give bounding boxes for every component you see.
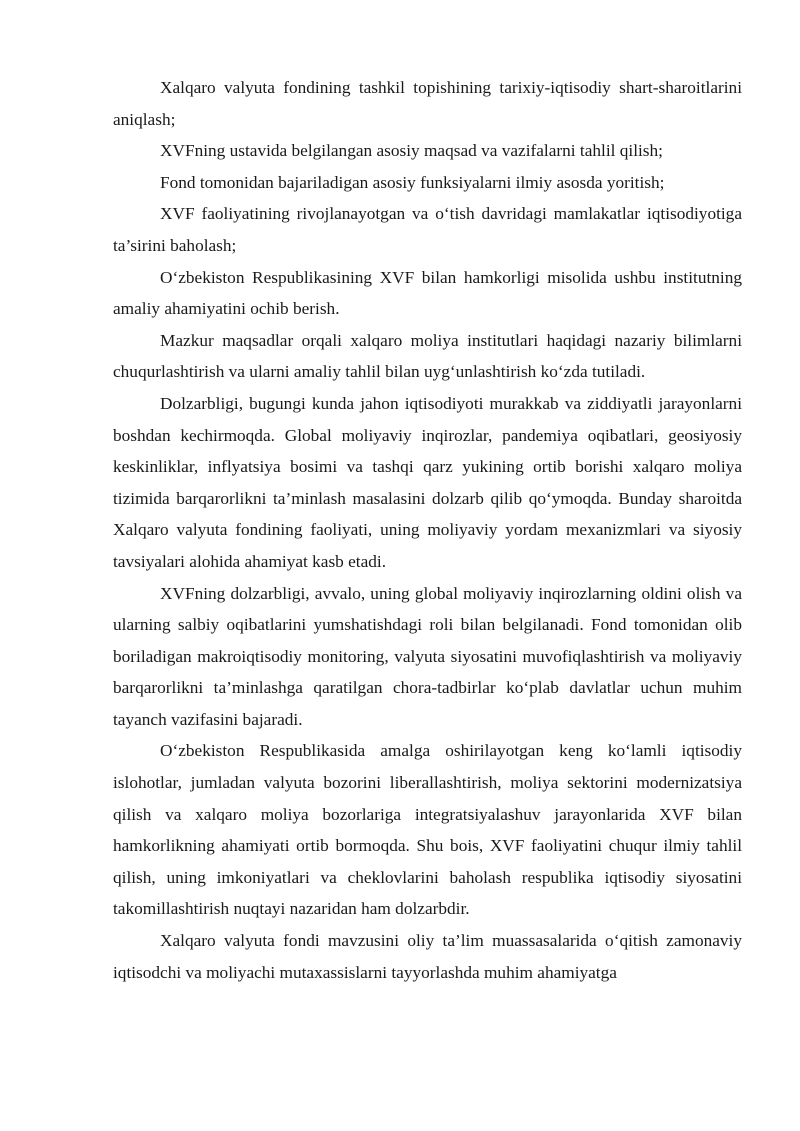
paragraph-7: Dolzarbligi, bugungi kunda jahon iqtisodiyoti murakkab va ziddiyatli jarayonlarni boshdan kechirmoqda. Global moliyaviy inqirozlar, pandemiya oqibatlari, geosiyosiy keskinliklar, inflyatsiya bosimi va tashqi qarz yukining ortib borishi xalqaro moliya tizimida barqarorlikni ta’minlash masalasini dolzarb qilib qo‘ymoqda. Bunday sharoitda Xalqaro valyuta fondining faoliyati, uning moliyaviy yordam mexanizmlari va siyosiy tavsiyalari alohida ahamiyat kasb etadi. xyxy=(113,393,742,571)
paragraph-8: XVFning dolzarbligi, avvalo, uning global moliyaviy inqirozlarning oldini olish va ularning salbiy oqibatlarini yumshatishdagi roli bilan belgilanadi. Fond tomonidan olib boriladigan makroiqtisodiy monitoring, valyuta siyosatini muvofiqlashtirish va moliyaviy barqarorlikni ta’minlashga qaratilgan chora-tadbirlar ko‘plab davlatlar uchun muhim tayanch vazifasini bajaradi. xyxy=(113,583,742,729)
paragraph-2: XVFning ustavida belgilangan asosiy maqsad va vazifalarni tahlil qilish; xyxy=(160,141,663,161)
paragraph-10: Xalqaro valyuta fondi mavzusini oliy ta’lim muassasalarida o‘qitish zamonaviy iqtisodchi va moliyachi mutaxassislarni tayyorlashda muhim ahamiyatga xyxy=(113,931,742,982)
paragraph-3: Fond tomonidan bajariladigan asosiy funksiyalarni ilmiy asosda yoritish; xyxy=(160,172,665,192)
paragraph-5: O‘zbekiston Respublikasining XVF bilan hamkorligi misolida ushbu institutning amaliy ahamiyatini ochib berish. xyxy=(113,267,742,319)
paragraph-1: Xalqaro valyuta fondining tashkil topishining tarixiy-iqtisodiy shart-sharoitlarini aniqlash; xyxy=(113,78,742,129)
paragraph-6: Mazkur maqsadlar orqali xalqaro moliya institutlari haqidagi nazariy bilimlarni chuqurlashtirish va ularni amaliy tahlil bilan uyg‘unlashtirish ko‘zda tutiladi. xyxy=(113,330,742,382)
paragraph-9: O‘zbekiston Respublikasida amalga oshirilayotgan keng ko‘lamli iqtisodiy islohotlar, jumladan valyuta bozorini liberallashtirish, moliya sektorini modernizatsiya qilish va xalqaro moliya bozorlariga integratsiyalashuv jarayonlarida XVF bilan hamkorlikning ahamiyati ortib bormoqda. Shu bois, XVF faoliyatini chuqur ilmiy tahlil qilish, uning imkoniyatlari va cheklovlarini baholash respublika iqtisodiy siyosatini takomillashtirish nuqtayi nazaridan ham dolzarbdir. xyxy=(113,741,742,919)
document-page xyxy=(113,72,742,988)
paragraph-4: XVF faoliyatining rivojlanayotgan va o‘tish davridagi mamlakatlar iqtisodiyotiga ta’sirini baholash; xyxy=(113,204,742,255)
